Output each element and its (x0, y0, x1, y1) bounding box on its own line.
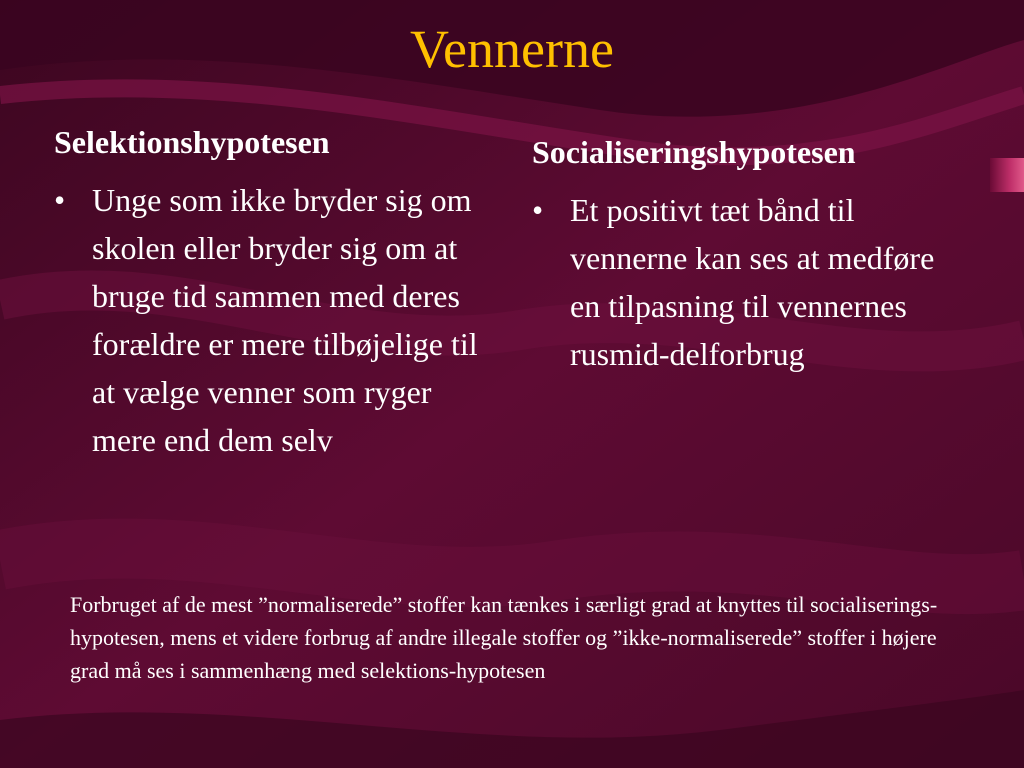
right-bullet-text: Et positivt tæt bånd til vennerne kan ses at medføre en tilpasning til vennernes rusmid-delforbrug (570, 192, 935, 372)
decorative-side-tab (990, 158, 1024, 192)
left-column-heading: Selektionshypotesen (54, 124, 330, 160)
left-bullet-symbol: • (54, 182, 66, 218)
left-column-bullet (54, 176, 484, 556)
right-column-bullet (532, 186, 942, 426)
right-column-heading: Socialiseringshypotesen (532, 134, 856, 170)
left-bullet-text: Unge som ikke bryder sig om skolen eller bryder sig om at bruge tid sammen med deres forældre er mere tilbøjelige til at vælge venner som ryger mere end dem selv (92, 182, 478, 458)
slide-title: Vennerne (410, 19, 614, 79)
right-bullet-symbol: • (532, 192, 544, 228)
footnote-text: Forbruget af de mest ”normaliserede” stoffer kan tænkes i særligt grad at knyttes til socialiserings-hypotesen, mens et videre forbrug af andre illegale stoffer og ”ikke-normaliserede” stoffer i højere grad må ses i sammenhæng med selektions-hypotesen (70, 592, 938, 683)
